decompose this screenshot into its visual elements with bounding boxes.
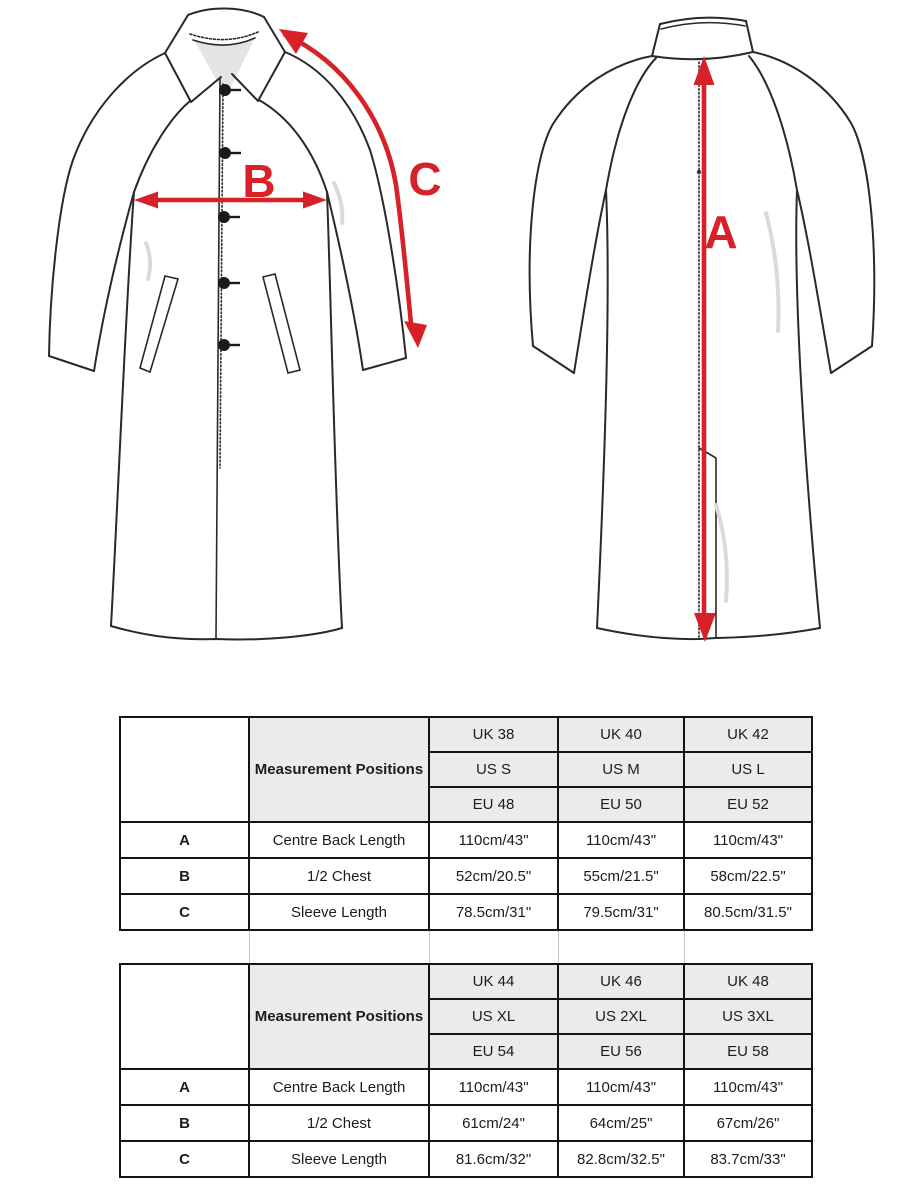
measurement-positions-header: Measurement Positions bbox=[249, 964, 429, 1069]
measurement-value-cell: 110cm/43" bbox=[558, 822, 684, 858]
measurement-value-cell: 78.5cm/31" bbox=[429, 894, 558, 930]
size-header-cell: UK 38 bbox=[429, 717, 558, 752]
front-fold-highlight-left bbox=[146, 243, 150, 279]
corner-cell bbox=[120, 964, 249, 1069]
row-key-cell: B bbox=[120, 858, 249, 894]
size-header-cell: EU 56 bbox=[558, 1034, 684, 1069]
back-left-sleeve-outer-line bbox=[530, 56, 652, 346]
measurement-value-cell: 79.5cm/31" bbox=[558, 894, 684, 930]
measurement-value-cell: 52cm/20.5" bbox=[429, 858, 558, 894]
table-row bbox=[120, 858, 812, 894]
front-buttons bbox=[219, 85, 241, 350]
size-header-cell: US L bbox=[684, 752, 812, 787]
size-header-cell: EU 52 bbox=[684, 787, 812, 822]
row-key-cell: B bbox=[120, 1105, 249, 1141]
size-header-cell: EU 50 bbox=[558, 787, 684, 822]
front-collar-left-edge bbox=[165, 15, 188, 53]
size-header-cell: UK 48 bbox=[684, 964, 812, 999]
measurement-value-cell: 55cm/21.5" bbox=[558, 858, 684, 894]
back-left-cuff-line bbox=[533, 346, 574, 373]
spacer-cell bbox=[684, 930, 812, 964]
button-icon bbox=[219, 340, 229, 350]
table-row bbox=[120, 822, 812, 858]
size-header-cell: US XL bbox=[429, 999, 558, 1034]
measure-label-c: C bbox=[408, 153, 442, 205]
button-icon bbox=[220, 85, 230, 95]
back-left-body-seam bbox=[597, 190, 608, 628]
back-collar-top-inner bbox=[661, 23, 745, 29]
arrowhead-up-icon bbox=[694, 56, 715, 85]
table-row bbox=[120, 1105, 812, 1141]
arrowhead-right-icon bbox=[303, 192, 327, 209]
measurement-value-cell: 80.5cm/31.5" bbox=[684, 894, 812, 930]
measurement-value-cell: 110cm/43" bbox=[429, 1069, 558, 1105]
size-header-cell: EU 48 bbox=[429, 787, 558, 822]
corner-cell bbox=[120, 717, 249, 822]
front-right-cuff-line bbox=[363, 358, 406, 370]
size-chart-table bbox=[119, 716, 813, 1178]
measure-arrow-c bbox=[279, 29, 427, 348]
front-collar-stand-stitch bbox=[190, 32, 258, 40]
measurement-position-cell: Sleeve Length bbox=[249, 1141, 429, 1177]
arrowhead-left-icon bbox=[134, 192, 158, 209]
measurement-position-cell: Sleeve Length bbox=[249, 894, 429, 930]
arrowhead-bottom-icon bbox=[404, 321, 427, 348]
size-header-cell: US S bbox=[429, 752, 558, 787]
size-header-cell: US M bbox=[558, 752, 684, 787]
size-header-cell: UK 42 bbox=[684, 717, 812, 752]
measurement-position-cell: 1/2 Chest bbox=[249, 858, 429, 894]
back-collar-left-edge bbox=[652, 24, 660, 56]
table-row bbox=[120, 894, 812, 930]
row-key-cell: A bbox=[120, 822, 249, 858]
back-fold-highlight-lower bbox=[716, 505, 727, 601]
measurement-value-cell: 110cm/43" bbox=[684, 822, 812, 858]
measurement-positions-header: Measurement Positions bbox=[249, 717, 429, 822]
front-right-body-seam bbox=[327, 192, 342, 628]
table1-header-row-uk bbox=[120, 717, 812, 752]
size-header-cell: UK 40 bbox=[558, 717, 684, 752]
front-right-pocket bbox=[263, 274, 300, 373]
back-right-body-seam bbox=[796, 190, 820, 628]
back-fold-highlight-upper bbox=[766, 213, 779, 331]
measurement-value-cell: 82.8cm/32.5" bbox=[558, 1141, 684, 1177]
back-seam-detail-dot bbox=[697, 170, 701, 174]
back-left-raglan-seam bbox=[606, 58, 656, 190]
spacer-cell bbox=[249, 930, 429, 964]
measurement-value-cell: 110cm/43" bbox=[429, 822, 558, 858]
front-left-cuff-line bbox=[49, 356, 94, 371]
measurement-value-cell: 64cm/25" bbox=[558, 1105, 684, 1141]
button-icon bbox=[219, 212, 229, 222]
measurement-position-cell: Centre Back Length bbox=[249, 1069, 429, 1105]
table2-header-row-uk bbox=[120, 964, 812, 999]
size-header-cell: US 2XL bbox=[558, 999, 684, 1034]
measure-label-a: A bbox=[704, 206, 738, 258]
front-collar-right-edge bbox=[264, 17, 285, 52]
front-placket-line bbox=[216, 78, 220, 638]
table-row bbox=[120, 1069, 812, 1105]
measurement-position-cell: Centre Back Length bbox=[249, 822, 429, 858]
measure-arrow-b bbox=[134, 192, 327, 209]
row-key-cell: C bbox=[120, 1141, 249, 1177]
back-right-cuff-line bbox=[831, 346, 872, 373]
button-icon bbox=[220, 148, 230, 158]
back-left-sleeve-inner-line bbox=[574, 190, 606, 373]
row-key-cell: A bbox=[120, 1069, 249, 1105]
measure-arrow-a bbox=[694, 56, 717, 642]
size-header-cell: US 3XL bbox=[684, 999, 812, 1034]
table-row bbox=[120, 1141, 812, 1177]
measurement-value-cell: 110cm/43" bbox=[684, 1069, 812, 1105]
back-right-sleeve-inner-line bbox=[797, 190, 831, 373]
size-header-cell: EU 58 bbox=[684, 1034, 812, 1069]
spacer-cell bbox=[120, 930, 249, 964]
front-coat-diagram bbox=[49, 8, 406, 639]
front-placket-stitch-line bbox=[220, 84, 223, 468]
back-collar-bottom-edge bbox=[652, 52, 753, 59]
measurement-position-cell: 1/2 Chest bbox=[249, 1105, 429, 1141]
front-collar-top-edge bbox=[188, 8, 264, 17]
front-hem-line bbox=[111, 626, 342, 640]
size-header-cell: EU 54 bbox=[429, 1034, 558, 1069]
size-header-cell: UK 46 bbox=[558, 964, 684, 999]
back-right-raglan-seam bbox=[749, 56, 797, 190]
front-left-raglan-seam bbox=[134, 101, 190, 192]
front-left-body-seam bbox=[111, 192, 134, 626]
row-key-cell: C bbox=[120, 894, 249, 930]
front-fold-highlight-right bbox=[334, 183, 342, 223]
measurement-value-cell: 110cm/43" bbox=[558, 1069, 684, 1105]
table-spacer-row bbox=[120, 930, 812, 964]
back-collar-right-edge bbox=[746, 21, 753, 52]
measurement-value-cell: 83.7cm/33" bbox=[684, 1141, 812, 1177]
measurement-value-cell: 67cm/26" bbox=[684, 1105, 812, 1141]
measurement-value-cell: 61cm/24" bbox=[429, 1105, 558, 1141]
back-vent-line bbox=[699, 448, 716, 638]
measure-label-b: B bbox=[242, 155, 276, 207]
measurement-value-cell: 58cm/22.5" bbox=[684, 858, 812, 894]
spacer-cell bbox=[558, 930, 684, 964]
button-icon bbox=[219, 278, 229, 288]
front-left-pocket bbox=[140, 276, 178, 372]
measurement-value-cell: 81.6cm/32" bbox=[429, 1141, 558, 1177]
spacer-cell bbox=[429, 930, 558, 964]
size-header-cell: UK 44 bbox=[429, 964, 558, 999]
